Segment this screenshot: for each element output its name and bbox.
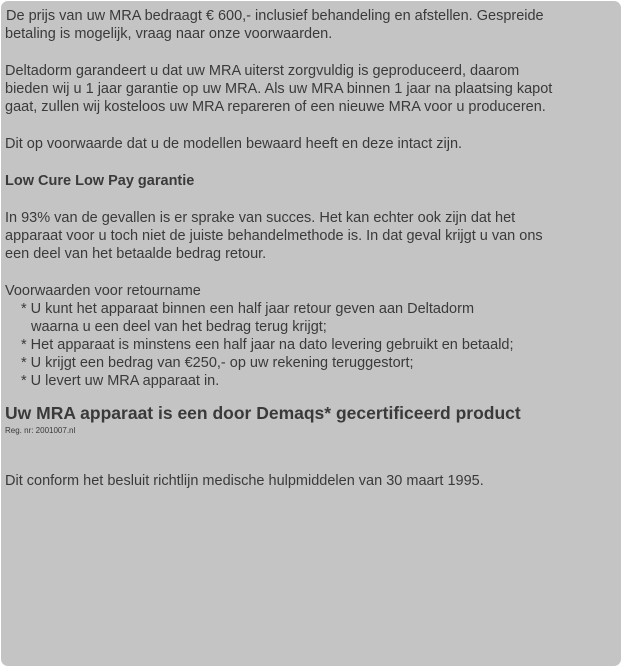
success-line-3: een deel van het betaalde bedrag retour.	[5, 246, 267, 262]
price-line-1: De prijs van uw MRA bedraagt € 600,- inclusief behandeling en afstellen. Gespreide	[6, 8, 544, 24]
condition-text: Dit op voorwaarde dat u de modellen bewaard heeft en deze intact zijn.	[5, 136, 463, 152]
guarantee-line-3: gaat, zullen wij kosteloos uw MRA repareren of een nieuwe MRA voor u produceren.	[5, 99, 546, 115]
guarantee-paragraph	[5, 62, 617, 116]
list-item: * U krijgt een bedrag van €250,- op uw rekening teruggestort;	[21, 355, 414, 371]
registration-number: Reg. nr: 2001007.nl	[5, 426, 76, 435]
list-item: * Het apparaat is minstens een half jaar na dato levering gebruikt en betaald;	[21, 337, 514, 353]
price-paragraph	[5, 7, 617, 43]
price-line-2: betaling is mogelijk, vraag naar onze voorwaarden.	[5, 26, 333, 42]
content-panel	[1, 1, 621, 666]
low-cure-heading: Low Cure Low Pay garantie	[5, 173, 195, 189]
conform-text: Dit conform het besluit richtlijn medische hulpmiddelen van 30 maart 1995.	[5, 473, 484, 489]
guarantee-line-2: bieden wij u 1 jaar garantie op uw MRA. Als uw MRA binnen 1 jaar na plaatsing kapot	[5, 81, 553, 97]
success-line-2: apparaat voor u toch niet de juiste behandelmethode is. In dat geval krijgt u van ons	[5, 228, 543, 244]
return-heading: Voorwaarden voor retourname	[5, 283, 201, 299]
list-item-continuation: waarna u een deel van het bedrag terug krijgt;	[31, 319, 327, 335]
list-item: * U kunt het apparaat binnen een half jaar retour geven aan Deltadorm	[21, 301, 475, 317]
success-line-1: In 93% van de gevallen is er sprake van succes. Het kan echter ook zijn dat het	[5, 210, 516, 226]
certification-title: Uw MRA apparaat is een door Demaqs* gecertificeerd product	[5, 403, 521, 423]
guarantee-line-1: Deltadorm garandeert u dat uw MRA uiterst zorgvuldig is geproduceerd, daarom	[5, 63, 520, 79]
return-conditions-list	[5, 300, 617, 390]
success-paragraph	[5, 209, 617, 263]
list-item: * U levert uw MRA apparaat in.	[21, 373, 220, 389]
